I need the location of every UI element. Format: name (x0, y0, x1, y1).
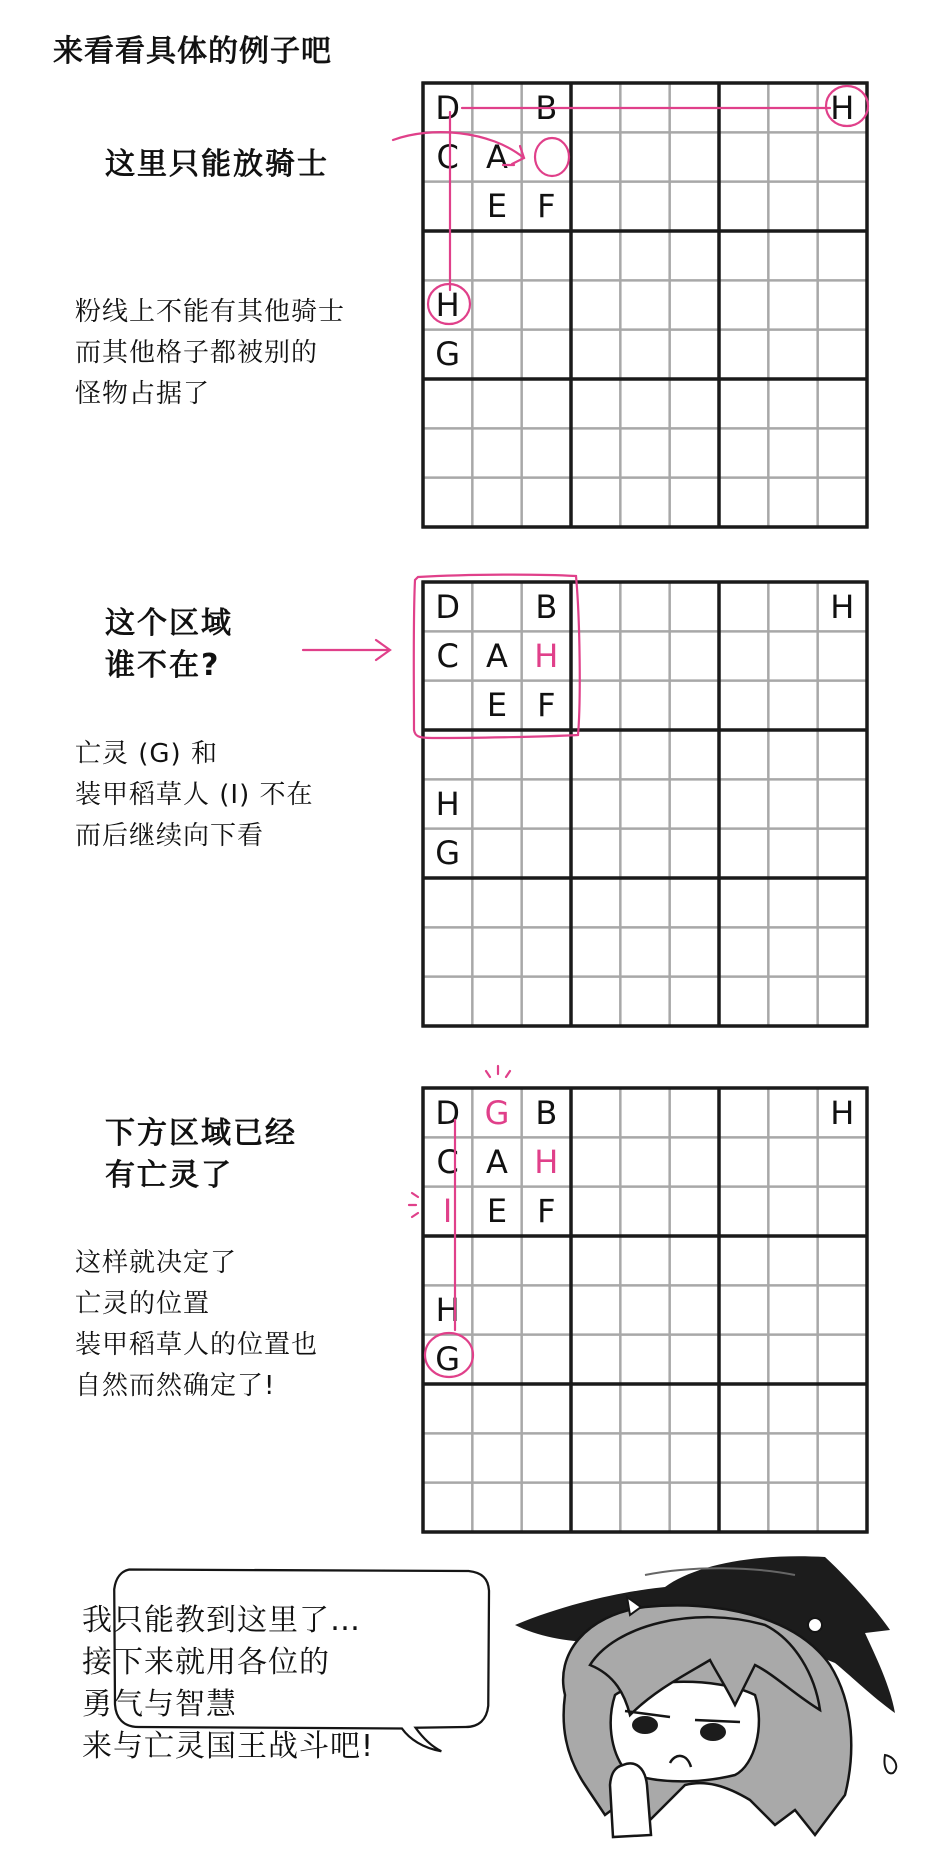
circle-target-cell (535, 138, 569, 176)
text-line: 自然而然确定了! (75, 1371, 276, 1401)
grid-cell-g: G (484, 1093, 510, 1132)
grid-cell-g: G (435, 834, 461, 873)
grid-cell-d: D (435, 1093, 460, 1132)
bubble-line: 来与亡灵国王战斗吧! (82, 1729, 375, 1764)
grid-cell-g: G (435, 1340, 461, 1379)
grid-cell-h: H (435, 1290, 460, 1329)
text-line: 装甲稻草人 (I) 不在 (75, 780, 314, 810)
text-line: 亡灵的位置 (75, 1289, 211, 1319)
grid-cell-e: E (486, 686, 508, 725)
text-line: 亡灵 (G) 和 (75, 739, 218, 769)
grid-cell-h: H (534, 636, 559, 675)
emphasis-marks-icon (486, 1066, 510, 1077)
grid-cell-a: A (486, 1142, 508, 1181)
text-line: 这样就决定了 (75, 1248, 238, 1278)
grid-cell-b: B (535, 587, 558, 626)
text-line: 而其他格子都被别的 (75, 338, 319, 368)
heading-line: 谁不在? (105, 648, 221, 683)
speech-bubble-text (82, 1600, 374, 1768)
grid-cell-h: H (534, 1142, 559, 1181)
grid-cell-h: H (830, 587, 855, 626)
grid-cell-d: D (435, 88, 460, 127)
grid-cell-h: H (435, 784, 460, 823)
grid-cell-c: C (436, 636, 459, 675)
page-title: 来看看具体的例子吧 (53, 34, 332, 69)
grid-cell-c: C (436, 1142, 459, 1181)
block-highlight-box (414, 575, 580, 738)
chibi-girl-with-black-hat-icon (495, 1545, 935, 1850)
grid-cell-a: A (486, 137, 508, 176)
grid-cell-g: G (435, 335, 461, 374)
emphasis-marks-icon (409, 1193, 418, 1217)
grid-cell-h: H (830, 88, 855, 127)
grid-cell-b: B (535, 88, 558, 127)
grid-cell-d: D (435, 587, 460, 626)
grid-cell-c: C (436, 137, 459, 176)
text-line: 而后继续向下看 (75, 821, 265, 851)
grid-cell-i: I (442, 1192, 453, 1231)
heading-line: 有亡灵了 (105, 1158, 233, 1193)
grid-cell-e: E (486, 1192, 508, 1231)
text-line: 怪物占据了 (75, 379, 211, 409)
heading-line: 这个区域 (105, 606, 233, 641)
grid-cell-e: E (486, 187, 508, 226)
arrow-head-icon (512, 146, 524, 164)
grid-cell-f: F (537, 1192, 556, 1231)
grid-cell-b: B (535, 1093, 558, 1132)
bubble-line: 接下来就用各位的 (82, 1645, 330, 1680)
grid-cell-f: F (537, 686, 556, 725)
grid-cell-a: A (486, 636, 508, 675)
circle-g (425, 1333, 473, 1377)
circle-h-top-right (826, 86, 868, 126)
bubble-line: 勇气与智慧 (82, 1687, 237, 1722)
grid-cell-h: H (830, 1093, 855, 1132)
text-line: 装甲稻草人的位置也 (75, 1330, 319, 1360)
bubble-line: 我只能教到这里了… (82, 1603, 361, 1638)
grid-cell-f: F (537, 187, 556, 226)
grid-cell-h: H (435, 285, 460, 324)
arrow-curve (393, 132, 524, 158)
heading-line: 下方区域已经 (105, 1116, 297, 1151)
text-line: 粉线上不能有其他骑士 (75, 297, 346, 327)
heading-line: 这里只能放骑士 (105, 147, 329, 182)
